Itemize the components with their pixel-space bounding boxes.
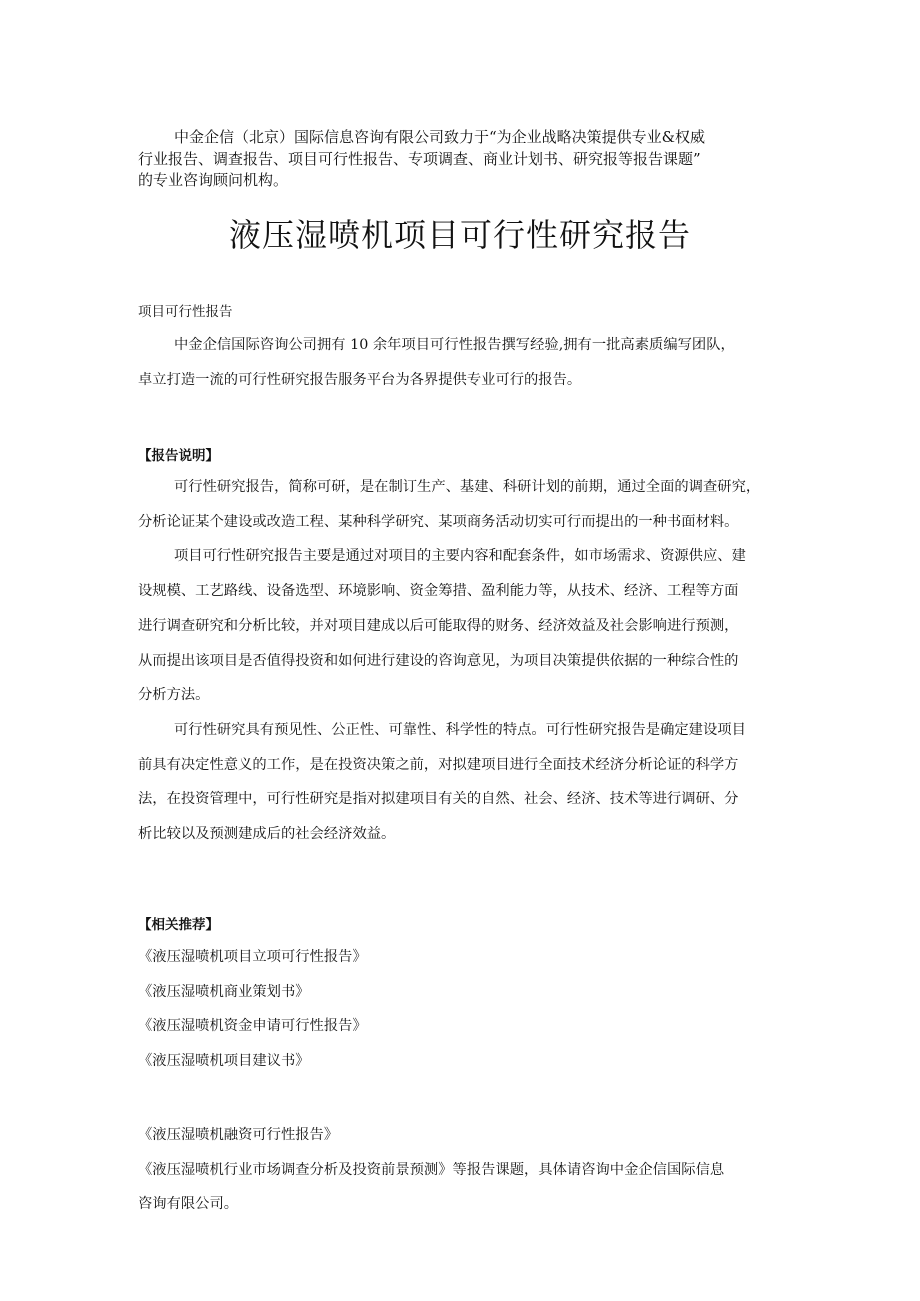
document-title: 液压湿喷机项目可行性研究报告 [228, 216, 691, 254]
related-item: 《液压湿喷机融资可行性报告》 [138, 1127, 339, 1143]
paragraph-line: 析比较以及预测建成后的社会经济效益。 [138, 826, 396, 843]
related-item: 《液压湿喷机商业策划书》 [138, 983, 310, 1000]
intro-line: 中金企信（北京）国际信息咨询有限公司致力于“为企业战略决策提供专业&权威 [174, 128, 706, 146]
paragraph-line: 项目可行性研究报告主要是通过对项目的主要内容和配套条件，如市场需求、资源供应、建 [174, 548, 746, 565]
related-item: 《液压湿喷机项目建议书》 [138, 1053, 310, 1070]
intro-paragraph [138, 127, 788, 192]
section1-paragraph [138, 328, 788, 397]
related-item: 《液压湿喷机资金申请可行性报告》 [138, 1018, 367, 1035]
paragraph-line: 法，在投资管理中，可行性研究是指对拟建项目有关的自然、社会、经济、技术等进行调研、分 [138, 791, 739, 808]
paragraph-line: 设规模、工艺路线、设备选型、环境影响、资金筹措、盈利能力等，从技术、经济、工程等方面 [138, 583, 739, 600]
paragraph-line: 分析方法。 [138, 687, 210, 704]
paragraph-line: 可行性研究具有预见性、公正性、可靠性、科学性的特点。可行性研究报告是确定建设项目 [174, 721, 746, 738]
related-item: 咨询有限公司。 [138, 1196, 239, 1213]
related-list-2 [138, 1118, 788, 1222]
section-label-feasibility: 项目可行性报告 [138, 304, 233, 320]
related-item: 《液压湿喷机行业市场调查分析及投资前景预测》等报告课题，具体请咨询中金企信国际信息 [138, 1161, 725, 1178]
section2-body [138, 470, 788, 852]
related-list [138, 940, 788, 1079]
section-heading-report-description: 【报告说明】 [138, 448, 219, 464]
intro-line: 的专业咨询顾问机构。 [138, 171, 289, 189]
paragraph-line: 进行调查研究和分析比较，并对项目建成以后可能取得的财务、经济效益及社会影响进行预测， [138, 617, 739, 634]
paragraph-line: 可行性研究报告，简称可研，是在制订生产、基建、科研计划的前期，通过全面的调查研究， [174, 479, 761, 495]
paragraph-line: 卓立打造一流的可行性研究报告服务平台为各界提供专业可行的报告。 [138, 371, 582, 388]
paragraph-line: 从而提出该项目是否值得投资和如何进行建设的咨询意见，为项目决策提供依据的一种综合性的 [138, 652, 739, 669]
intro-line: 行业报告、调查报告、项目可行性报告、专项调查、商业计划书、研究报等报告课题” [138, 149, 701, 168]
related-item: 《液压湿喷机项目立项可行性报告》 [138, 949, 367, 965]
paragraph-line: 中金企信国际咨询公司拥有 10 余年项目可行性报告撰写经验,拥有一批高素质编写团队， [174, 337, 735, 353]
paragraph-line: 前具有决定性意义的工作，是在投资决策之前，对拟建项目进行全面技术经济分析论证的科学方 [138, 756, 739, 773]
paragraph-line: 分析论证某个建设或改造工程、某种科学研究、某项商务活动切实可行而提出的一种书面材料。 [138, 513, 739, 530]
section-heading-related: 【相关推荐】 [138, 917, 219, 933]
